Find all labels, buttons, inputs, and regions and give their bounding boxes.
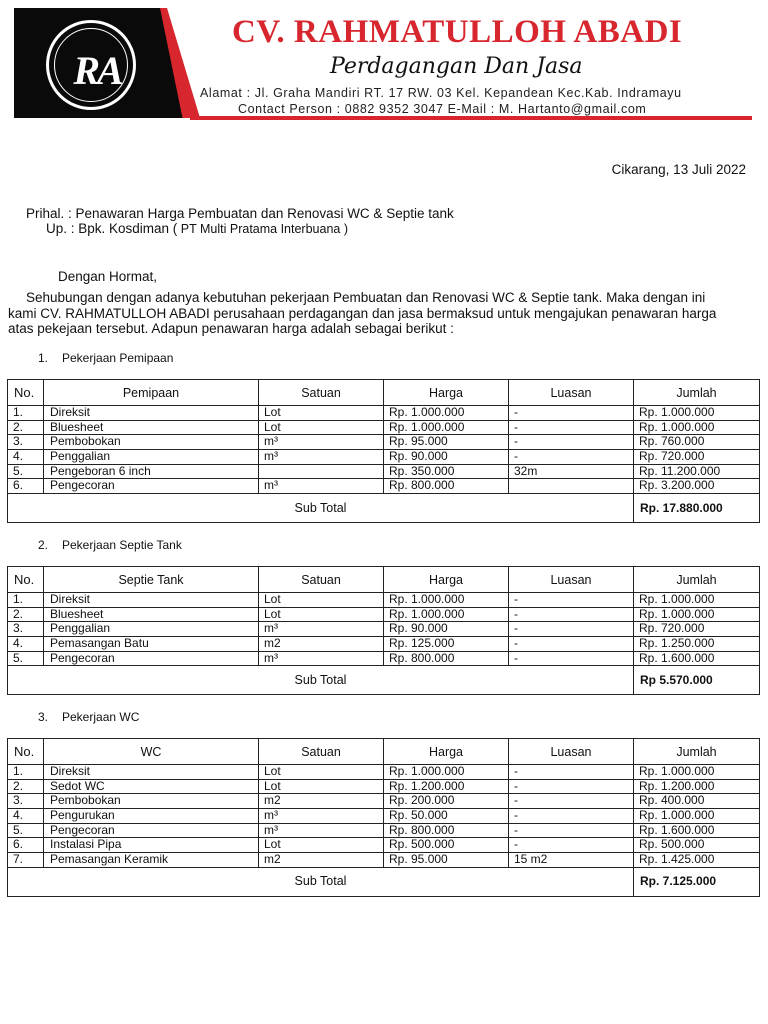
cell-harga: Rp. 50.000 xyxy=(384,809,509,824)
cell-satuan: Lot xyxy=(259,838,384,853)
subtotal-value: Rp. 17.880.000 xyxy=(634,494,760,523)
header-no: No. xyxy=(8,739,44,765)
price-table-pemipaan xyxy=(7,379,760,523)
letterhead xyxy=(0,0,768,130)
section-number: 1. xyxy=(38,351,49,365)
cell-satuan: Lot xyxy=(259,420,384,435)
cell-item: Penggalian xyxy=(44,622,259,637)
cell-item: Pengeboran 6 inch xyxy=(44,464,259,479)
cell-no: 3. xyxy=(8,622,44,637)
cell-item: Bluesheet xyxy=(44,420,259,435)
cell-item: Bluesheet xyxy=(44,607,259,622)
letter-subject: Prihal. : Penawaran Harga Pembuatan dan Renovasi WC & Septie tank xyxy=(26,206,454,221)
letter-date: Cikarang, 13 Juli 2022 xyxy=(611,162,746,177)
cell-luasan: - xyxy=(509,637,634,652)
cell-luasan: - xyxy=(509,794,634,809)
subtotal-row xyxy=(8,494,760,523)
table-row xyxy=(8,435,760,450)
cell-item: Pemasangan Batu xyxy=(44,637,259,652)
cell-jumlah: Rp. 1.000.000 xyxy=(634,809,760,824)
table-row xyxy=(8,622,760,637)
section-title: Pekerjaan Pemipaan xyxy=(62,351,174,365)
header-luasan: Luasan xyxy=(509,739,634,765)
table-row xyxy=(8,809,760,824)
cell-luasan: - xyxy=(509,779,634,794)
company-address: Alamat : Jl. Graha Mandiri RT. 17 RW. 03 Kel. Kepandean Kec.Kab. Indramayu xyxy=(200,86,682,100)
subtotal-label: Sub Total xyxy=(8,867,634,896)
company-logo xyxy=(46,20,136,110)
header-luasan: Luasan xyxy=(509,567,634,593)
cell-harga: Rp. 800.000 xyxy=(384,651,509,666)
cell-item: Pemasangan Keramik xyxy=(44,853,259,868)
cell-luasan: - xyxy=(509,607,634,622)
subtotal-label: Sub Total xyxy=(8,666,634,695)
table-row xyxy=(8,593,760,608)
price-table-septie-tank xyxy=(7,566,760,695)
cell-jumlah: Rp. 1.250.000 xyxy=(634,637,760,652)
cell-satuan: m³ xyxy=(259,622,384,637)
cell-luasan: 32m xyxy=(509,464,634,479)
cell-no: 5. xyxy=(8,823,44,838)
header-no: No. xyxy=(8,380,44,406)
cell-harga: Rp. 350.000 xyxy=(384,464,509,479)
table-row xyxy=(8,823,760,838)
cell-harga: Rp. 90.000 xyxy=(384,622,509,637)
header-satuan: Satuan xyxy=(259,739,384,765)
cell-jumlah: Rp. 1.425.000 xyxy=(634,853,760,868)
cell-satuan xyxy=(259,464,384,479)
cell-satuan: m³ xyxy=(259,435,384,450)
cell-jumlah: Rp. 1.000.000 xyxy=(634,420,760,435)
cell-luasan: - xyxy=(509,622,634,637)
cell-item: Pembobokan xyxy=(44,435,259,450)
paragraph-line: Sehubungan dengan adanya kebutuhan pekerjaan Pembuatan dan Renovasi WC & Septie tank. Maka dengan ini xyxy=(26,290,706,305)
cell-satuan: Lot xyxy=(259,593,384,608)
cell-luasan: - xyxy=(509,420,634,435)
table-row xyxy=(8,779,760,794)
cell-jumlah: Rp. 1.600.000 xyxy=(634,823,760,838)
cell-no: 1. xyxy=(8,765,44,780)
header-item: WC xyxy=(44,739,259,765)
header-jumlah: Jumlah xyxy=(634,380,760,406)
section-heading xyxy=(38,351,173,365)
header-harga: Harga xyxy=(384,739,509,765)
cell-luasan: - xyxy=(509,450,634,465)
cell-item: Pengecoran xyxy=(44,651,259,666)
section-heading xyxy=(38,538,182,552)
cell-harga: Rp. 500.000 xyxy=(384,838,509,853)
cell-jumlah: Rp. 1.600.000 xyxy=(634,651,760,666)
table-row xyxy=(8,607,760,622)
table-row xyxy=(8,838,760,853)
cell-luasan: - xyxy=(509,593,634,608)
table-row xyxy=(8,406,760,421)
subtotal-value: Rp 5.570.000 xyxy=(634,666,760,695)
cell-jumlah: Rp. 1.000.000 xyxy=(634,607,760,622)
section-number: 2. xyxy=(38,538,49,552)
cell-no: 2. xyxy=(8,607,44,622)
table-row xyxy=(8,464,760,479)
cell-jumlah: Rp. 1.000.000 xyxy=(634,593,760,608)
section-title: Pekerjaan Septie Tank xyxy=(62,538,182,552)
cell-no: 4. xyxy=(8,450,44,465)
table-row xyxy=(8,450,760,465)
cell-no: 5. xyxy=(8,464,44,479)
cell-item: Pengurukan xyxy=(44,809,259,824)
cell-satuan: m2 xyxy=(259,853,384,868)
company-tagline: Perdagangan Dan Jasa xyxy=(330,54,583,79)
header-item: Pemipaan xyxy=(44,380,259,406)
table-row xyxy=(8,420,760,435)
cell-no: 1. xyxy=(8,406,44,421)
header-satuan: Satuan xyxy=(259,380,384,406)
cell-no: 2. xyxy=(8,779,44,794)
price-table-wc xyxy=(7,738,760,897)
cell-no: 4. xyxy=(8,809,44,824)
cell-satuan: Lot xyxy=(259,779,384,794)
cell-harga: Rp. 1.000.000 xyxy=(384,406,509,421)
cell-satuan: Lot xyxy=(259,765,384,780)
cell-no: 7. xyxy=(8,853,44,868)
cell-jumlah: Rp. 400.000 xyxy=(634,794,760,809)
cell-no: 1. xyxy=(8,593,44,608)
cell-jumlah: Rp. 11.200.000 xyxy=(634,464,760,479)
header-jumlah: Jumlah xyxy=(634,567,760,593)
table-row xyxy=(8,651,760,666)
cell-no: 3. xyxy=(8,794,44,809)
company-name: CV. RAHMATULLOH ABADI xyxy=(232,14,683,50)
cell-jumlah: Rp. 720.000 xyxy=(634,622,760,637)
letter-body-paragraph xyxy=(8,290,756,337)
cell-harga: Rp. 1.200.000 xyxy=(384,779,509,794)
cell-luasan: - xyxy=(509,765,634,780)
section-heading xyxy=(38,710,139,724)
table-header-row xyxy=(8,739,760,765)
cell-satuan: m2 xyxy=(259,794,384,809)
recipient-name: Up. : Bpk. Kosdiman ( xyxy=(46,221,178,236)
cell-harga: Rp. 800.000 xyxy=(384,823,509,838)
cell-luasan: 15 m2 xyxy=(509,853,634,868)
cell-satuan: m³ xyxy=(259,450,384,465)
cell-harga: Rp. 95.000 xyxy=(384,435,509,450)
logo-monogram: RA xyxy=(73,48,121,93)
paragraph-line: kami CV. RAHMATULLOH ABADI perusahaan perdagangan dan jasa bermaksud untuk mengajukan penawaran harga xyxy=(8,305,717,321)
cell-no: 3. xyxy=(8,435,44,450)
table-row xyxy=(8,853,760,868)
table-row xyxy=(8,637,760,652)
section-title: Pekerjaan WC xyxy=(62,710,140,724)
cell-jumlah: Rp. 720.000 xyxy=(634,450,760,465)
cell-harga: Rp. 90.000 xyxy=(384,450,509,465)
cell-item: Pembobokan xyxy=(44,794,259,809)
cell-item: Direksit xyxy=(44,406,259,421)
cell-harga: Rp. 1.000.000 xyxy=(384,765,509,780)
cell-satuan: Lot xyxy=(259,607,384,622)
cell-satuan: m³ xyxy=(259,651,384,666)
cell-item: Pengecoran xyxy=(44,479,259,494)
cell-item: Direksit xyxy=(44,765,259,780)
subtotal-row xyxy=(8,666,760,695)
cell-luasan: - xyxy=(509,838,634,853)
table-header-row xyxy=(8,567,760,593)
cell-item: Penggalian xyxy=(44,450,259,465)
header-harga: Harga xyxy=(384,380,509,406)
header-luasan: Luasan xyxy=(509,380,634,406)
header-harga: Harga xyxy=(384,567,509,593)
letter-recipient xyxy=(46,221,348,236)
cell-item: Direksit xyxy=(44,593,259,608)
cell-no: 6. xyxy=(8,479,44,494)
cell-item: Pengecoran xyxy=(44,823,259,838)
cell-item: Sedot WC xyxy=(44,779,259,794)
section-number: 3. xyxy=(38,710,49,724)
logo-ring xyxy=(54,28,128,102)
cell-luasan: - xyxy=(509,435,634,450)
cell-harga: Rp. 1.000.000 xyxy=(384,607,509,622)
subtotal-row xyxy=(8,867,760,896)
cell-harga: Rp. 200.000 xyxy=(384,794,509,809)
cell-jumlah: Rp. 3.200.000 xyxy=(634,479,760,494)
cell-luasan xyxy=(509,479,634,494)
cell-harga: Rp. 1.000.000 xyxy=(384,593,509,608)
cell-luasan: - xyxy=(509,406,634,421)
letterhead-red-rule xyxy=(190,116,752,120)
cell-harga: Rp. 800.000 xyxy=(384,479,509,494)
cell-satuan: Lot xyxy=(259,406,384,421)
cell-satuan: m³ xyxy=(259,823,384,838)
table-row xyxy=(8,765,760,780)
cell-no: 6. xyxy=(8,838,44,853)
cell-luasan: - xyxy=(509,651,634,666)
recipient-company: PT Multi Pratama Interbuana ) xyxy=(177,222,348,236)
paragraph-line: atas pekejaan tersebut. Adapun penawaran harga adalah sebagai berikut : xyxy=(8,321,454,336)
cell-satuan: m2 xyxy=(259,637,384,652)
cell-luasan: - xyxy=(509,809,634,824)
cell-jumlah: Rp. 1.000.000 xyxy=(634,765,760,780)
table-row xyxy=(8,794,760,809)
cell-luasan: - xyxy=(509,823,634,838)
cell-no: 2. xyxy=(8,420,44,435)
cell-satuan: m³ xyxy=(259,809,384,824)
cell-item: Instalasi Pipa xyxy=(44,838,259,853)
table-row xyxy=(8,479,760,494)
letter-salutation: Dengan Hormat, xyxy=(58,269,158,284)
cell-harga: Rp. 125.000 xyxy=(384,637,509,652)
cell-no: 5. xyxy=(8,651,44,666)
cell-jumlah: Rp. 500.000 xyxy=(634,838,760,853)
table-header-row xyxy=(8,380,760,406)
header-satuan: Satuan xyxy=(259,567,384,593)
cell-jumlah: Rp. 760.000 xyxy=(634,435,760,450)
cell-satuan: m³ xyxy=(259,479,384,494)
company-contact: Contact Person : 0882 9352 3047 E-Mail : M. Hartanto@gmail.com xyxy=(238,102,647,116)
subtotal-label: Sub Total xyxy=(8,494,634,523)
header-jumlah: Jumlah xyxy=(634,739,760,765)
cell-harga: Rp. 1.000.000 xyxy=(384,420,509,435)
cell-no: 4. xyxy=(8,637,44,652)
cell-jumlah: Rp. 1.200.000 xyxy=(634,779,760,794)
cell-harga: Rp. 95.000 xyxy=(384,853,509,868)
header-no: No. xyxy=(8,567,44,593)
cell-jumlah: Rp. 1.000.000 xyxy=(634,406,760,421)
header-item: Septie Tank xyxy=(44,567,259,593)
subtotal-value: Rp. 7.125.000 xyxy=(634,867,760,896)
